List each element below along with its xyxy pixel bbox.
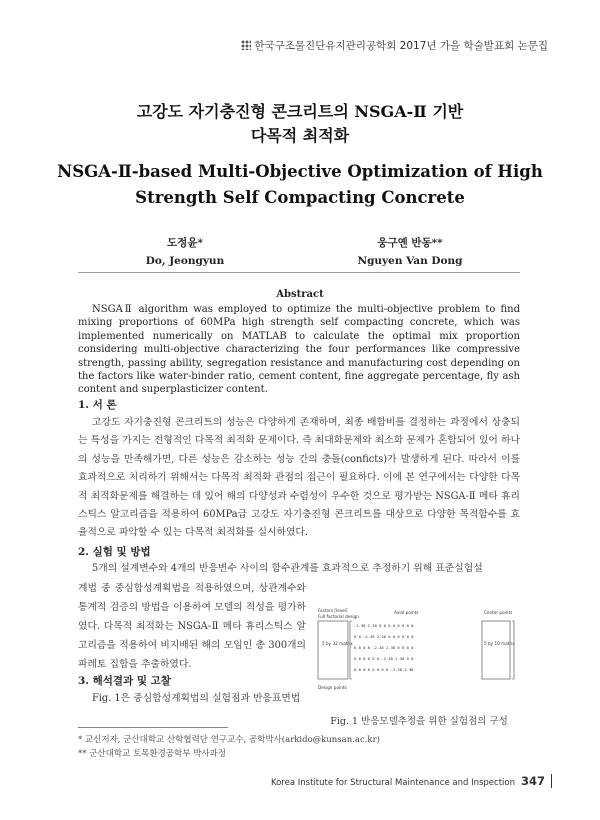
figure-1 xyxy=(316,605,522,695)
english-title-line2: Strength Self Compacting Concrete xyxy=(135,188,465,207)
author-1-english: Do, Jeongyun xyxy=(145,255,225,267)
author-2-korean: 웅구옌 반동** xyxy=(377,237,443,249)
footer-org: Korea Institute for Structural Maintenance and Inspection xyxy=(270,778,515,788)
footnote-divider xyxy=(78,727,228,728)
fig-label-axial: Axial points xyxy=(394,610,419,615)
korean-title-line1: 고강도 자기충진형 콘크리트의 NSGA-Ⅱ 기반 xyxy=(136,102,464,121)
section-1-text: 고강도 자기충진형 콘크리트의 성능은 다양하게 존재하며, 최종 배합비를 결정하는 과정에서 상충되는 특성을 가지는 전형적인 다목적 최적화 문제이다. 즉 최대화문제와 최소화 문제가 혼합되어 있어 하나의 성능을 만족해가면, 다른 성능은 감소하는 성능 간의 충돌(conficts)가 발생하게 된다. 따라서 이를 효과적으로 처리하기 위해서는 다목적 최적화 관점의 접근이 필요하다. 이에 본 연구에서는 다양한 다목적 최적화문제를 해결하는 데 있어 해의 다양성과 수렴성이 우수한 것으로 평가받는 NSGA-Ⅱ 메타 휴리스틱스 알고리즘을 적용하여 60MPa급 고강도 자기충진형 콘크리트를 대상으로 다양한 목적함수를 효율적으로 파악할 수 있는 다목적 최적화를 실시하였다. xyxy=(78,417,520,539)
fig-label-factors: Factors [level] xyxy=(318,608,348,613)
proceedings-header: 한국구조물진단유지관리공학회 2017년 가을 학술발표회 논문집 xyxy=(241,38,548,53)
fig-label-design-points: Design points xyxy=(318,685,347,690)
korean-title-line2: 다목적 최적화 xyxy=(250,126,350,145)
author-2-english: Nguyen Van Dong xyxy=(357,255,463,267)
page-bar xyxy=(551,774,552,788)
fig-bracket-right xyxy=(512,621,514,679)
section-3-heading: 3. 해석결과 및 고찰 xyxy=(78,675,171,687)
figure-1-caption: Fig. 1 반응모델추정을 위한 실험점의 구성 xyxy=(330,716,508,727)
svg-text:0 0 -2.38 2.38 0 0 0: 0 0 -2.38 2.38 0 0 0 0 0 0 xyxy=(354,634,414,639)
fig-axial-matrix xyxy=(354,623,414,672)
section-2-text-narrow: 계법 중 중심합성계획법을 적용하였으며, 상관계수와 통계적 검증의 방법을 이용하여 모델의 적성을 평가하였다. 다목적 최적화는 NSGA-Ⅱ 메타 휴리스틱스 알고리즘을 적용하여 비지배된 해의 모임인 총 300개의 파레토 집합을 추출하였다. xyxy=(78,583,306,670)
fig-label-center: Center points xyxy=(484,610,513,615)
svg-text:-2.38 2.38 0 0 0 0 0: -2.38 2.38 0 0 0 0 0 0 0 0 xyxy=(354,623,414,628)
section-2-text-full: 5개의 설계변수와 4개의 반응변수 사이의 함수관계를 효과적으로 추정하기 위해 표준실험설 xyxy=(92,563,483,574)
page-footer xyxy=(271,774,552,788)
svg-text:0 0 0 0 -2.38 2.38 0: 0 0 0 0 -2.38 2.38 0 0 0 0 xyxy=(354,645,414,650)
title-divider xyxy=(78,272,520,273)
dot-grid-icon xyxy=(241,40,251,50)
author-1 xyxy=(115,234,255,270)
section-1-heading: 1. 서 론 xyxy=(78,399,117,411)
english-title-line1: NSGA-Ⅱ-based Multi-Objective Optimization of High xyxy=(57,162,543,181)
section-2-heading: 2. 실험 및 방법 xyxy=(78,546,151,558)
abstract-heading: Abstract xyxy=(276,289,324,300)
fig-label-runs: 5 by 32 matrix xyxy=(322,641,353,646)
author-2 xyxy=(340,234,480,270)
page-number: 347 xyxy=(520,774,545,788)
design-matrix-diagram xyxy=(316,605,522,695)
fig-label-full-factorial: Full factorial design xyxy=(318,614,359,619)
fig-bracket-left xyxy=(350,621,352,679)
section-3-text: Fig. 1은 중심합성계획법의 실험점과 반응표면법 xyxy=(92,693,301,704)
author-1-korean: 도정윤* xyxy=(167,237,203,249)
fig-factorial-block xyxy=(318,621,348,679)
fig-center-block xyxy=(482,621,510,679)
abstract-text: NSGAⅡ algorithm was employed to optimize the multi-objective problem to find mixing proportions of 60MPa high strength self compacting concrete, which was implemented numerically on MATLAB to calculate the optimal mix proportion considering multi-objective characterizing the four performances like compressive strength, passing ability, segregation resistance and manufacturing cost depending on the factors like water-binder ratio, cement content, fine aggregate percentage, fly ash content and superplasticizer content. xyxy=(78,304,520,396)
svg-text:0 0 0 0 0 0 -2.38 2.: 0 0 0 0 0 0 -2.38 2.38 0 0 xyxy=(354,656,414,661)
fig-label-runs-center: 5 by 10 matrix xyxy=(484,641,515,646)
footnote-1: * 교신저자, 군산대학교 산학협력단 연구교수, 공학박사(arkido@kunsan.ac.kr) xyxy=(78,735,380,745)
svg-text:0 0 0 0 0 0 0 0: 0 0 0 0 0 0 0 0 -2.38 2.38 xyxy=(354,667,414,672)
footnote-2: ** 군산대학교 토목환경공학부 박사과정 xyxy=(78,749,226,759)
